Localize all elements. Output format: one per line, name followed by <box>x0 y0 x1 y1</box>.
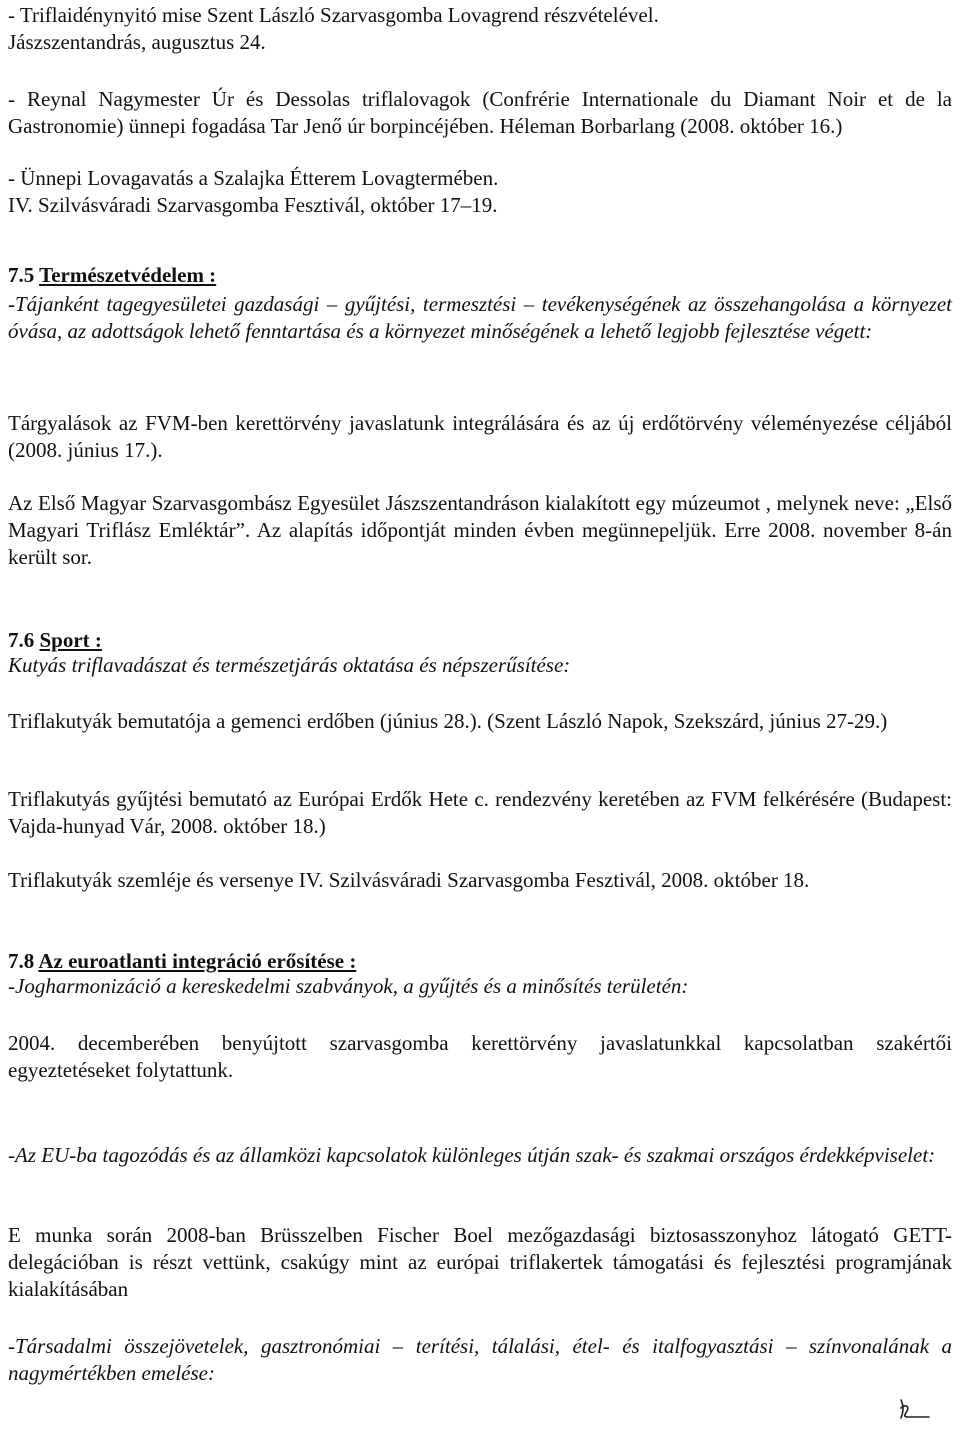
section-7-8-subtitle: -Jogharmonizáció a kereskedelmi szabványok, a gyűjtés és a minősítés területén: <box>8 974 689 998</box>
section-7-5-heading <box>8 262 952 289</box>
reynal-reception-paragraph: - Reynal Nagymester Úr és Dessolas triflalovagok (Confrérie Internationale du Diamant Noir et de la Gastronomie) ünnepi fogadása Tar Jenő úr borpincéjében. Héleman Borbarlang (2008. október 16.) <box>8 87 952 138</box>
section-number: 7.5 <box>8 263 35 287</box>
mass-event-line: - Triflaidénynyitó mise Szent László Szarvasgomba Lovagrend részvételével. <box>8 3 659 27</box>
knight-ceremony-line: - Ünnepi Lovagavatás a Szalajka Étterem Lovagtermében. <box>8 166 499 190</box>
section-7-5-subtitle: -Tájanként tagegyesületei gazdasági – gyűjtési, termesztési – tevékenységének az összehangolása a környezet óvása, az adottságok lehető fenntartása és a környezet minőségének a lehető legjobb fejlesztése végett: <box>8 292 952 343</box>
section-7-8-heading <box>8 948 952 975</box>
festival-line: IV. Szilvásváradi Szarvasgomba Fesztivál, október 17–19. <box>8 193 498 217</box>
section-7-6-paragraph-2: Triflakutyás gyűjtési bemutató az Európai Erdők Hete c. rendezvény keretében az FVM felkérésére (Budapest: Vajda-hunyad Vár, 2008. október 18.) <box>8 787 952 838</box>
mass-event-place: Jászszentandrás, augusztus 24. <box>8 30 266 54</box>
section-7-6-heading <box>8 627 952 654</box>
section-title: Az euroatlanti integráció erősítése : <box>38 949 357 973</box>
section-7-5-paragraph-2: Az Első Magyar Szarvasgombász Egyesület Jászszentandráson kialakított egy múzeumot , melynek neve: „Első Magyari Triflász Emléktár”. Az alapítás időpontját minden évben megünnepeljük. Erre 2008. november 8-án került sor. <box>8 491 952 569</box>
section-7-8-paragraph-1: 2004. decemberében benyújtott szarvasgomba kerettörvény javaslatunkkal kapcsolatban szakértői egyeztetéseket folytattunk. <box>8 1031 952 1082</box>
section-7-8-subtitle-3: -Társadalmi összejövetelek, gasztronómiai – terítési, tálalási, étel- és italfogyasztási – színvonalának a nagymértékben emelése: <box>8 1334 952 1385</box>
section-7-6-paragraph-1: Triflakutyák bemutatója a gemenci erdőben (június 28.). (Szent László Napok, Szekszárd, június 27-29.) <box>8 709 888 733</box>
section-number: 7.6 <box>8 628 35 652</box>
section-7-5-paragraph-1: Tárgyalások az FVM-ben kerettörvény javaslatunk integrálására és az új erdőtörvény véleményezése céljából (2008. június 17.). <box>8 411 952 462</box>
section-7-8-subtitle-2: -Az EU-ba tagozódás és az államközi kapcsolatok különleges útján szak- és szakmai országos érdekképviselet: <box>8 1143 936 1167</box>
section-number: 7.8 <box>8 949 35 973</box>
section-7-6-paragraph-3: Triflakutyák szemléje és versenye IV. Szilvásváradi Szarvasgomba Fesztivál, 2008. október 18. <box>8 868 810 892</box>
section-title: Sport : <box>39 628 102 652</box>
section-7-6-subtitle: Kutyás triflavadászat és természetjárás oktatása és népszerűsítése: <box>8 653 571 677</box>
section-7-8-paragraph-2: E munka során 2008-ban Brüsszelben Fischer Boel mezőgazdasági biztosasszonyhoz látogató GETT-delegációban is részt vettünk, csakúgy mint az európai triflakertek támogatási és fejlesztési programjának kialakításában <box>8 1223 952 1301</box>
handwritten-initials <box>895 1396 935 1422</box>
section-title: Természetvédelem : <box>39 263 217 287</box>
